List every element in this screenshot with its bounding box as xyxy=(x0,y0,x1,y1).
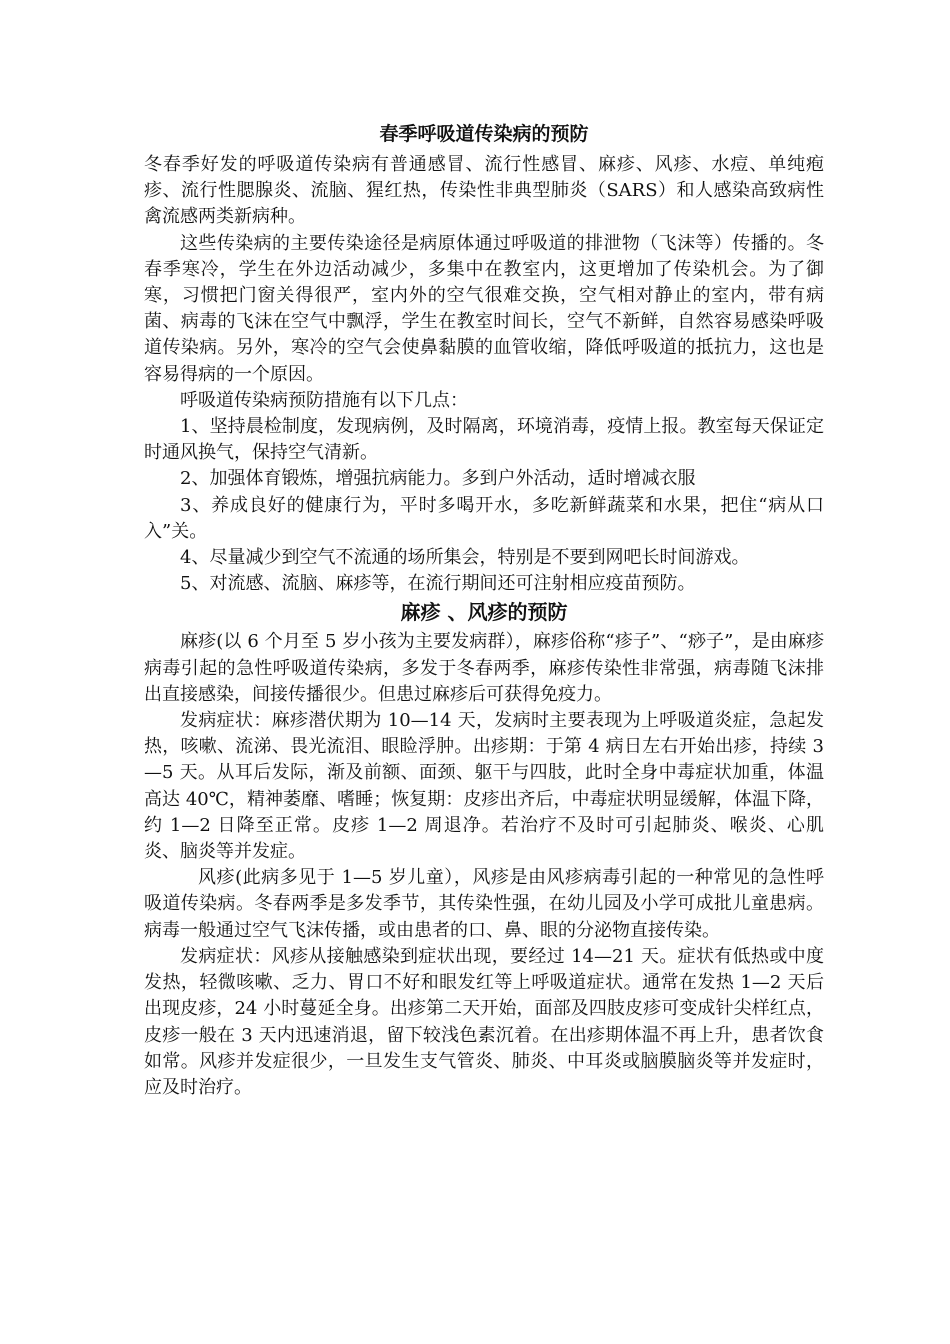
intro-paragraph: 冬春季好发的呼吸道传染病有普通感冒、流行性感冒、麻疹、风疹、水痘、单纯疱疹、流行性腮腺炎、流脑、猩红热，传染性非典型肺炎（SARS）和人感染高致病性禽流感两类新病种。 xyxy=(144,154,824,228)
measure-item-3: 3、养成良好的健康行为，平时多喝开水，多吃新鲜蔬菜和水果，把住“病从口入”关。 xyxy=(144,494,824,542)
transmission-paragraph: 这些传染病的主要传染途径是病原体通过呼吸道的排泄物（飞沫等）传播的。冬春季寒冷，学生在外边活动减少，多集中在教室内，这更增加了传染机会。为了御寒，习惯把门窗关得很严，室内外的空气很难交换，空气相对静止的室内，带有病菌、病毒的飞沫在空气中飘浮，学生在教室时间长，空气不新鲜，自然容易感染呼吸道传染病。另外，寒冷的空气会使鼻黏膜的血管收缩，降低呼吸道的抵抗力，这也是容易得病的一个原因。 xyxy=(144,232,824,385)
rubella-symptoms-paragraph: 发病症状：风疹从接触感染到症状出现，要经过 14—21 天。症状有低热或中度发热，轻微咳嗽、乏力、胃口不好和眼发红等上呼吸道症状。通常在发热 1—2 天后出现皮疹，24 小时蔓延全身。出疹第二天开始，面部及四肢皮疹可变成针尖样红点，皮疹一般在 3 天内迅速消退，留下较浅色素沉着。在出疹期体温不再上升，患者饮食如常。风疹并发症很少，一旦发生支气管炎、肺炎、中耳炎或脑膜脑炎等并发症时，应及时治疗。 xyxy=(144,945,824,1098)
measles-paragraph: 麻疹(以 6 个月至 5 岁小孩为主要发病群），麻疹俗称“疹子”、“痧子”，是由麻疹病毒引起的急性呼吸道传染病，多发于冬春两季，麻疹传染性非常强，病毒随飞沫排出直接感染，间接传播很少。但患过麻疹后可获得免疫力。 xyxy=(144,631,824,705)
measures-intro: 呼吸道传染病预防措施有以下几点： xyxy=(180,389,468,411)
rubella-paragraph: 风疹(此病多见于 1—5 岁儿童），风疹是由风疹病毒引起的一种常见的急性呼吸道传染病。冬春两季是多发季节，其传染性强，在幼儿园及小学可成批儿童患病。病毒一般通过空气飞沫传播，或由患者的口、鼻、眼的分泌物直接传染。 xyxy=(144,867,824,941)
measure-item-1: 1、坚持晨检制度，发现病例，及时隔离，环境消毒，疫情上报。教室每天保证定时通风换气，保持空气清新。 xyxy=(144,416,824,464)
measure-item-5: 5、对流感、流脑、麻疹等，在流行期间还可注射相应疫苗预防。 xyxy=(180,573,696,595)
section-title: 麻疹 、风疹的预防 xyxy=(400,600,568,625)
measles-symptoms-paragraph: 发病症状：麻疹潜伏期为 10—14 天，发病时主要表现为上呼吸道炎症，急起发热，咳嗽、流涕、畏光流泪、眼睑浮肿。出疹期：于第 4 病日左右开始出疹，持续 3—5 天。从耳后发际，渐及前额、面颈、躯干与四肢，此时全身中毒症状加重，体温高达 40℃，精神萎靡、嗜睡；恢复期：皮疹出齐后，中毒症状明显缓解，体温下降，约 1—2 日降至正常。皮疹 1—2 周退净。若治疗不及时可引起肺炎、喉炎、心肌炎、脑炎等并发症。 xyxy=(144,710,824,863)
page-title: 春季呼吸道传染病的预防 xyxy=(379,123,589,145)
document-page xyxy=(144,118,824,1101)
measure-item-2: 2、加强体育锻炼，增强抗病能力。多到户外活动，适时增减衣服 xyxy=(180,468,696,490)
measure-item-4: 4、尽量减少到空气不流通的场所集会，特别是不要到网吧长时间游戏。 xyxy=(180,547,750,569)
